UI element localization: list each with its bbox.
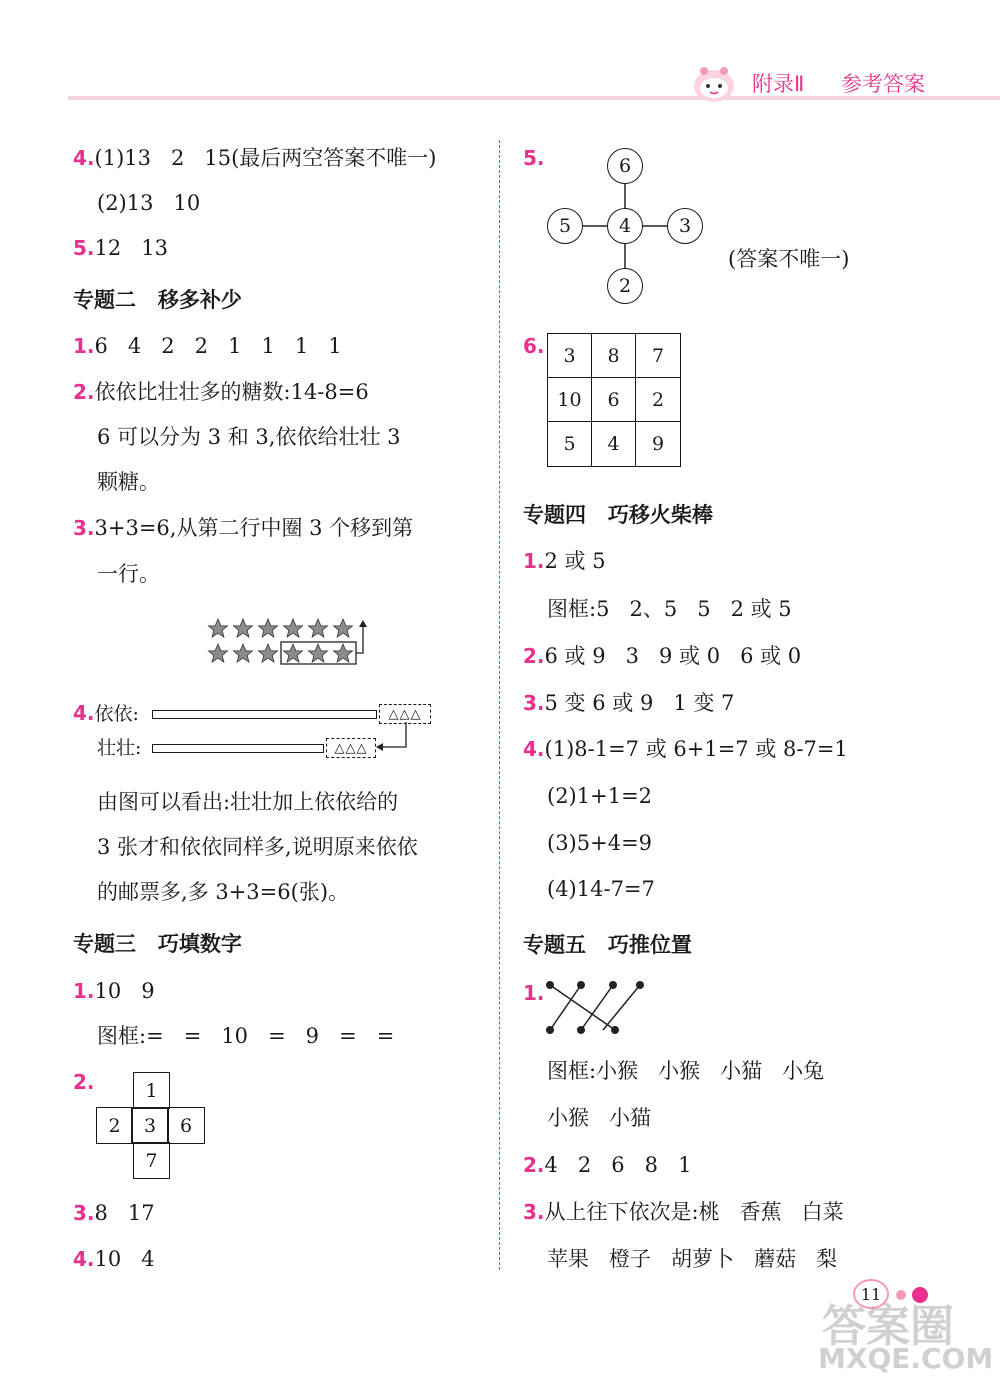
watermark-url: MXQE.COM xyxy=(818,1342,994,1375)
topic2-q1 xyxy=(73,333,342,359)
grid-cell: 5 xyxy=(548,422,592,466)
topic4-q3 xyxy=(523,690,734,716)
topic3-q4 xyxy=(73,1246,155,1272)
cross-cell-right: 6 xyxy=(167,1107,205,1144)
topic5-q1 xyxy=(523,980,545,1006)
header-section: 附录Ⅱ xyxy=(752,72,805,96)
column-divider xyxy=(499,140,500,1270)
question-number: 1. xyxy=(523,981,545,1005)
zhuangzhuang-bar xyxy=(152,744,324,753)
question-number: 6. xyxy=(523,334,545,358)
grid-cell: 7 xyxy=(636,334,680,378)
question-number: 1. xyxy=(523,549,545,573)
question-number: 4. xyxy=(73,701,95,725)
topic3-heading: 专题三 巧填数字 xyxy=(73,931,242,956)
topic2-q3-line1 xyxy=(73,515,413,541)
answer-text: 从上往下依次是:桃 香蕉 白菜 xyxy=(544,1200,844,1224)
answer-text: 3+3=6,从第二行中圈 3 个移到第 xyxy=(94,516,414,540)
topic5-q3-line2: 苹果 橙子 胡萝卜 蘑菇 梨 xyxy=(547,1247,838,1271)
page-number: 11 xyxy=(860,1284,882,1304)
magic-square xyxy=(547,333,681,467)
left-q4-line2: (2)13 10 xyxy=(97,191,201,215)
stars-figure xyxy=(205,615,375,667)
right-q6 xyxy=(523,333,545,359)
question-number: 1. xyxy=(73,334,95,358)
answer-text: 8 17 xyxy=(94,1201,155,1225)
question-number: 5. xyxy=(73,236,95,260)
topic2-q3-line2: 一行。 xyxy=(97,562,160,586)
topic3-q3 xyxy=(73,1200,155,1226)
answer-text: 10 4 xyxy=(94,1247,155,1271)
answer-text: (1)8-1=7 或 6+1=7 或 8-7=1 xyxy=(544,737,848,761)
grid-cell: 6 xyxy=(592,378,636,422)
topic2-q2-line2: 6 可以分为 3 和 3,依依给壮壮 3 xyxy=(97,425,401,449)
topic2-q4-line3: 的邮票多,多 3+3=6(张)。 xyxy=(97,880,350,904)
topic3-q1-line2: 图框:= = 10 = 9 = = xyxy=(97,1024,395,1048)
topic5-q1-line1: 图框:小猴 小猴 小猫 小兔 xyxy=(547,1059,825,1083)
circle-top: 6 xyxy=(607,148,643,184)
grid-cell: 2 xyxy=(636,378,680,422)
topic3-q1-line1 xyxy=(73,978,155,1004)
zhuangzhuang-extra-box: △△△ xyxy=(326,738,376,758)
topic2-heading: 专题二 移多补少 xyxy=(73,287,242,312)
topic5-q2 xyxy=(523,1152,691,1178)
grid-cell: 9 xyxy=(651,433,665,455)
matching-lines-figure xyxy=(543,978,648,1036)
mascot-icon xyxy=(690,62,738,104)
question-number: 2. xyxy=(523,1153,545,1177)
topic5-q3-line1 xyxy=(523,1199,844,1225)
question-number: 4. xyxy=(73,1247,95,1271)
answer-text: 6 或 9 3 9 或 0 6 或 0 xyxy=(544,644,802,668)
grid-cell: 10 xyxy=(548,378,592,422)
left-q5 xyxy=(73,235,168,261)
topic4-q4-line1 xyxy=(523,736,848,762)
question-number: 2. xyxy=(73,1070,95,1094)
topic4-q2 xyxy=(523,643,801,669)
topic2-q4-line2: 3 张才和依依同样多,说明原来依依 xyxy=(97,835,418,859)
topic4-q4-line4: (4)14-7=7 xyxy=(547,877,655,901)
topic5-heading: 专题五 巧推位置 xyxy=(523,932,692,957)
answer-text: 12 13 xyxy=(94,236,168,260)
grid-cell: 8 xyxy=(592,334,636,378)
grid-cell: 3 xyxy=(548,334,592,378)
header-title: 参考答案 xyxy=(841,72,925,96)
topic4-q4-line3: (3)5+4=9 xyxy=(547,831,653,855)
cross-cell-left: 2 xyxy=(96,1107,133,1144)
question-number: 1. xyxy=(73,979,95,1003)
answer-text: 5 变 6 或 9 1 变 7 xyxy=(544,691,735,715)
circle-bottom: 2 xyxy=(607,268,643,304)
circle-left: 5 xyxy=(547,208,583,244)
topic4-q1-line2: 图框:5 2、5 5 2 或 5 xyxy=(547,597,792,621)
topic4-q1-line1 xyxy=(523,548,606,574)
answer-text: (1)13 2 15(最后两空答案不唯一) xyxy=(94,146,437,170)
topic4-heading: 专题四 巧移火柴棒 xyxy=(523,502,713,527)
yiyi-bar xyxy=(152,710,377,719)
question-number: 2. xyxy=(73,380,95,404)
topic3-q2 xyxy=(73,1069,95,1095)
answer-text: 依依比壮壮多的糖数:14-8=6 xyxy=(94,380,369,404)
q5-note: (答案不唯一) xyxy=(728,247,850,271)
question-number: 4. xyxy=(523,737,545,761)
transfer-arrow-icon xyxy=(374,722,414,752)
question-number: 5. xyxy=(523,146,545,170)
circle-center: 4 xyxy=(607,208,643,244)
cross-cell-bottom: 7 xyxy=(133,1142,170,1179)
answer-text: 10 9 xyxy=(94,979,155,1003)
cross-cell-center: 3 xyxy=(131,1107,169,1144)
topic2-q4-label2: 壮壮: xyxy=(97,737,142,759)
question-number: 3. xyxy=(523,1200,545,1224)
topic2-q2-line1 xyxy=(73,379,369,405)
topic4-q4-line2: (2)1+1=2 xyxy=(547,784,653,808)
left-q4-line1 xyxy=(73,145,437,171)
question-number: 3. xyxy=(73,516,95,540)
cross-cell-top: 1 xyxy=(133,1072,170,1109)
answer-text: 2 或 5 xyxy=(544,549,606,573)
question-number: 4. xyxy=(73,146,95,170)
question-number: 3. xyxy=(523,691,545,715)
yiyi-extra-box: △△△ xyxy=(379,704,431,724)
bar-label: 依依: xyxy=(94,703,139,725)
topic2-q4-line1: 由图可以看出:壮壮加上依依给的 xyxy=(97,790,399,814)
watermark-logo: 答案圈 xyxy=(822,1301,954,1352)
question-number: 2. xyxy=(523,644,545,668)
grid-cell: 4 xyxy=(592,422,636,466)
topic5-q1-line2: 小猴 小猫 xyxy=(547,1106,652,1130)
answer-text: 6 4 2 2 1 1 1 1 xyxy=(94,334,342,358)
circle-right: 3 xyxy=(667,208,703,244)
topic2-q4-label1 xyxy=(73,700,139,727)
topic2-q2-line3: 颗糖。 xyxy=(97,470,160,494)
question-number: 3. xyxy=(73,1201,95,1225)
answer-text: 4 2 6 8 1 xyxy=(544,1153,692,1177)
